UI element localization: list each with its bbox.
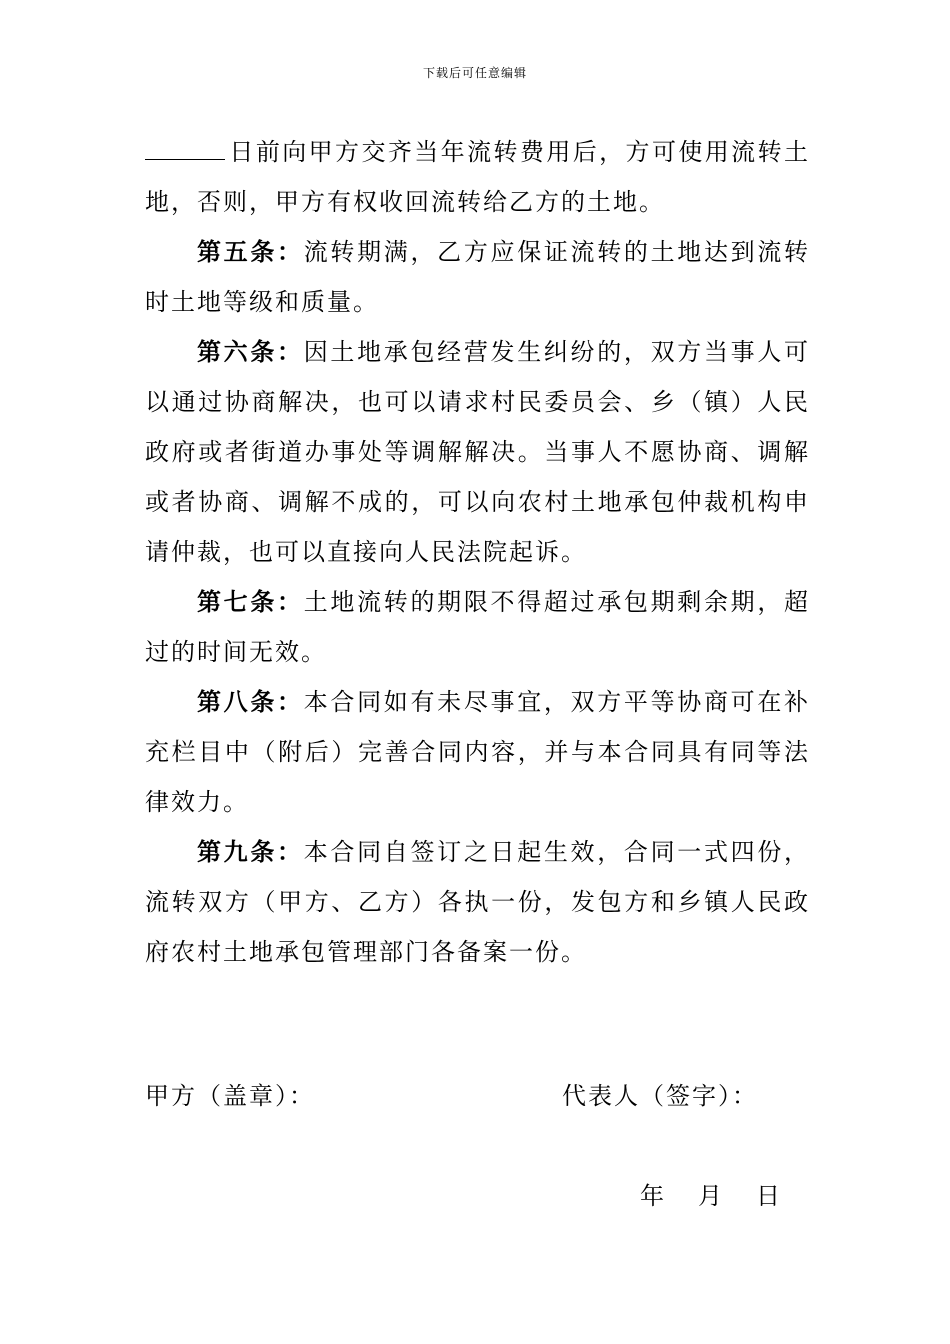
article-label: 第七条：: [197, 587, 304, 616]
contract-body: [145, 127, 810, 977]
article-label: 第六条：: [197, 337, 304, 366]
party-a-seal-label: 甲方（盖章）：: [145, 1082, 315, 1110]
representative-signature-label: 代表人（签字）：: [562, 1082, 758, 1110]
article-9: [145, 827, 810, 977]
date-line: [640, 1176, 780, 1216]
article-5: [145, 227, 810, 327]
article-label: 第五条：: [197, 237, 304, 266]
article-text: 土地流转的期限不得超过承包期剩余期，超过的时间无效。: [145, 588, 811, 666]
article-label: 第九条：: [197, 837, 304, 866]
paragraph-text: 日前向甲方交齐当年流转费用后，方可使用流转土地，否则，甲方有权收回流转给乙方的土地。: [145, 138, 810, 216]
article-text: 本合同自签订之日起生效，合同一式四份，流转双方（甲方、乙方）各执一份，发包方和乡镇人民政府农村土地承包管理部门各备案一份。: [145, 838, 811, 966]
blank-underline: [145, 133, 225, 160]
article-text: 本合同如有未尽事宜，双方平等协商可在补充栏目中（附后）完善合同内容，并与本合同具有同等法律效力。: [145, 688, 811, 816]
date-day-label: 日: [756, 1182, 780, 1210]
article-label: 第八条：: [197, 687, 304, 716]
date-month-label: 月: [698, 1182, 722, 1210]
paragraph-continuation: [145, 127, 810, 227]
page-header: 下载后可任意编辑: [422, 66, 527, 80]
article-text: 因土地承包经营发生纠纷的，双方当事人可以通过协商解决，也可以请求村民委员会、乡（镇）人民政府或者街道办事处等调解解决。当事人不愿协商、调解或者协商、调解不成的，可以向农村土地承包仲裁机构申请仲裁，也可以直接向人民法院起诉。: [145, 338, 811, 566]
article-8: [145, 677, 810, 827]
article-7: [145, 577, 810, 677]
date-year-label: 年: [640, 1182, 664, 1210]
article-6: [145, 327, 810, 577]
article-text: 流转期满，乙方应保证流转的土地达到流转时土地等级和质量。: [145, 238, 811, 316]
